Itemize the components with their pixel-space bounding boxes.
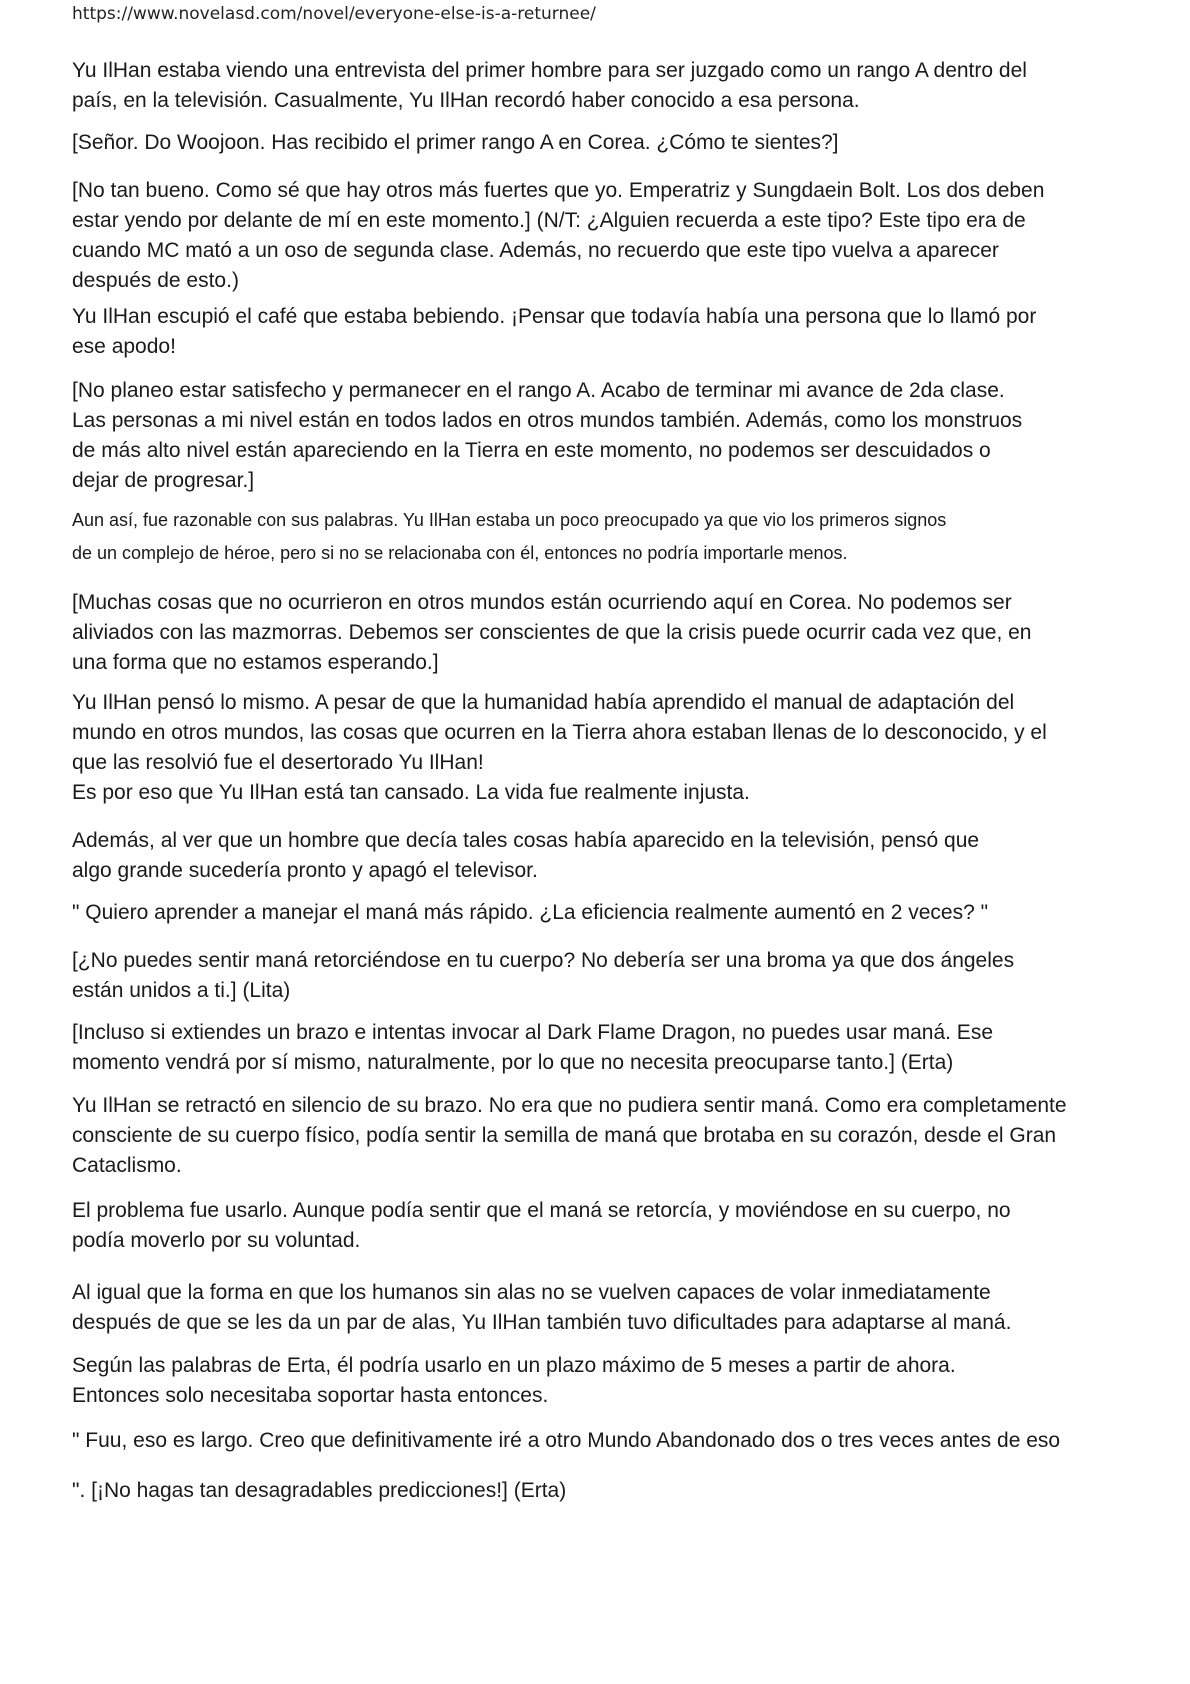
paragraph [72, 946, 1014, 1006]
paragraph-line: [Señor. Do Woojoon. Has recibido el primer rango A en Corea. ¿Cómo te sientes?] [72, 131, 839, 154]
paragraph [72, 376, 1022, 496]
paragraph-line: [No tan bueno. Como sé que hay otros más fuertes que yo. Emperatriz y Sungdaein Bolt. Los dos deben [72, 179, 1045, 202]
paragraph-line: Según las palabras de Erta, él podría usarlo en un plazo máximo de 5 meses a partir de ahora. [72, 1354, 956, 1377]
paragraph [72, 1196, 1011, 1256]
paragraph-line: cuando MC mató a un oso de segunda clase. Además, no recuerdo que este tipo vuelva a aparecer [72, 239, 999, 262]
paragraph-line: [¿No puedes sentir maná retorciéndose en tu cuerpo? No debería ser una broma ya que dos ángeles [72, 949, 1015, 972]
paragraph [72, 1426, 1060, 1456]
paragraph [72, 1018, 993, 1078]
paragraph [72, 302, 1036, 362]
page-url: https://www.novelasd.com/novel/everyone-else-is-a-returnee/ [72, 4, 596, 24]
paragraph-line: Al igual que la forma en que los humanos sin alas no se vuelven capaces de volar inmediatamente [72, 1281, 991, 1304]
paragraph-line: Yu IlHan escupió el café que estaba bebiendo. ¡Pensar que todavía había una persona que lo llamó por [72, 305, 1037, 328]
paragraph-line: Yu IlHan se retractó en silencio de su brazo. No era que no pudiera sentir maná. Como era completamente [72, 1094, 1067, 1117]
paragraph-line: Las personas a mi nivel están en todos lados en otros mundos también. Además, como los monstruos [72, 409, 1023, 432]
paragraph [72, 176, 1044, 296]
paragraph-line: ese apodo! [72, 335, 176, 358]
paragraph-line: Aun así, fue razonable con sus palabras. Yu IlHan estaba un poco preocupado ya que vio los primeros signos [72, 510, 947, 530]
paragraph-line: Además, al ver que un hombre que decía tales cosas había aparecido en la televisión, pensó que [72, 829, 980, 852]
paragraph-line: después de esto.) [72, 269, 239, 292]
paragraph-line: Yu IlHan estaba viendo una entrevista del primer hombre para ser juzgado como un rango A dentro del [72, 59, 1027, 82]
paragraph-line: mundo en otros mundos, las cosas que ocurren en la Tierra ahora estaban llenas de lo desconocido, y el [72, 721, 1047, 744]
paragraph-line: El problema fue usarlo. Aunque podía sentir que el maná se retorcía, y moviéndose en su cuerpo, no [72, 1199, 1011, 1222]
paragraph [72, 128, 839, 158]
paragraph-line: que las resolvió fue el desertorado Yu IlHan! [72, 751, 484, 774]
paragraph-line: consciente de su cuerpo físico, podía sentir la semilla de maná que brotaba en su corazón, desde el Gran [72, 1124, 1057, 1147]
paragraph-line: país, en la televisión. Casualmente, Yu IlHan recordó haber conocido a esa persona. [72, 89, 860, 112]
paragraph-line: están unidos a ti.] (Lita) [72, 979, 291, 1002]
paragraph [72, 588, 1031, 678]
paragraph [72, 826, 979, 886]
paragraph [72, 1476, 566, 1506]
paragraph [72, 1351, 956, 1411]
paragraph [72, 56, 1027, 116]
paragraph-line: aliviados con las mazmorras. Debemos ser conscientes de que la crisis puede ocurrir cada vez que, en [72, 621, 1032, 644]
paragraph-line: [Incluso si extiendes un brazo e intentas invocar al Dark Flame Dragon, no puedes usar maná. Ese [72, 1021, 993, 1044]
paragraph-line: ". [¡No hagas tan desagradables predicciones!] (Erta) [72, 1479, 567, 1502]
paragraph-line: de más alto nivel están apareciendo en la Tierra en este momento, no podemos ser descuidados o [72, 439, 991, 462]
paragraph-line: [Muchas cosas que no ocurrieron en otros mundos están ocurriendo aquí en Corea. No podemos ser [72, 591, 1012, 614]
paragraph-line: Es por eso que Yu IlHan está tan cansado. La vida fue realmente injusta. [72, 781, 750, 804]
paragraph-line: " Quiero aprender a manejar el maná más rápido. ¿La eficiencia realmente aumentó en 2 veces? " [72, 901, 989, 924]
paragraph-line: Yu IlHan pensó lo mismo. A pesar de que la humanidad había aprendido el manual de adaptación del [72, 691, 1015, 714]
paragraph [72, 688, 1047, 778]
paragraph-line: momento vendrá por sí mismo, naturalmente, por lo que no necesita preocuparse tanto.] (Erta) [72, 1051, 954, 1074]
paragraph-line: estar yendo por delante de mí en este momento.] (N/T: ¿Alguien recuerda a este tipo? Este tipo era de [72, 209, 1026, 232]
paragraph [72, 778, 750, 808]
paragraph [72, 1278, 1011, 1338]
paragraph-line: [No planeo estar satisfecho y permanecer en el rango A. Acabo de terminar mi avance de 2da clase. [72, 379, 1005, 402]
paragraph-line: dejar de progresar.] [72, 469, 255, 492]
paragraph-line: una forma que no estamos esperando.] [72, 651, 439, 674]
paragraph-line: Cataclismo. [72, 1154, 182, 1177]
paragraph-line: Entonces solo necesitaba soportar hasta entonces. [72, 1384, 549, 1407]
paragraph-line: podía moverlo por su voluntad. [72, 1229, 361, 1252]
paragraph-line: después de que se les da un par de alas, Yu IlHan también tuvo dificultades para adaptarse al maná. [72, 1311, 1012, 1334]
paragraph-line: algo grande sucedería pronto y apagó el televisor. [72, 859, 538, 882]
paragraph [72, 504, 946, 570]
paragraph [72, 1091, 1067, 1181]
paragraph-line: de un complejo de héroe, pero si no se relacionaba con él, entonces no podría importarle menos. [72, 543, 848, 563]
paragraph [72, 898, 988, 928]
paragraph-line: " Fuu, eso es largo. Creo que definitivamente iré a otro Mundo Abandonado dos o tres veces antes de eso [72, 1429, 1061, 1452]
